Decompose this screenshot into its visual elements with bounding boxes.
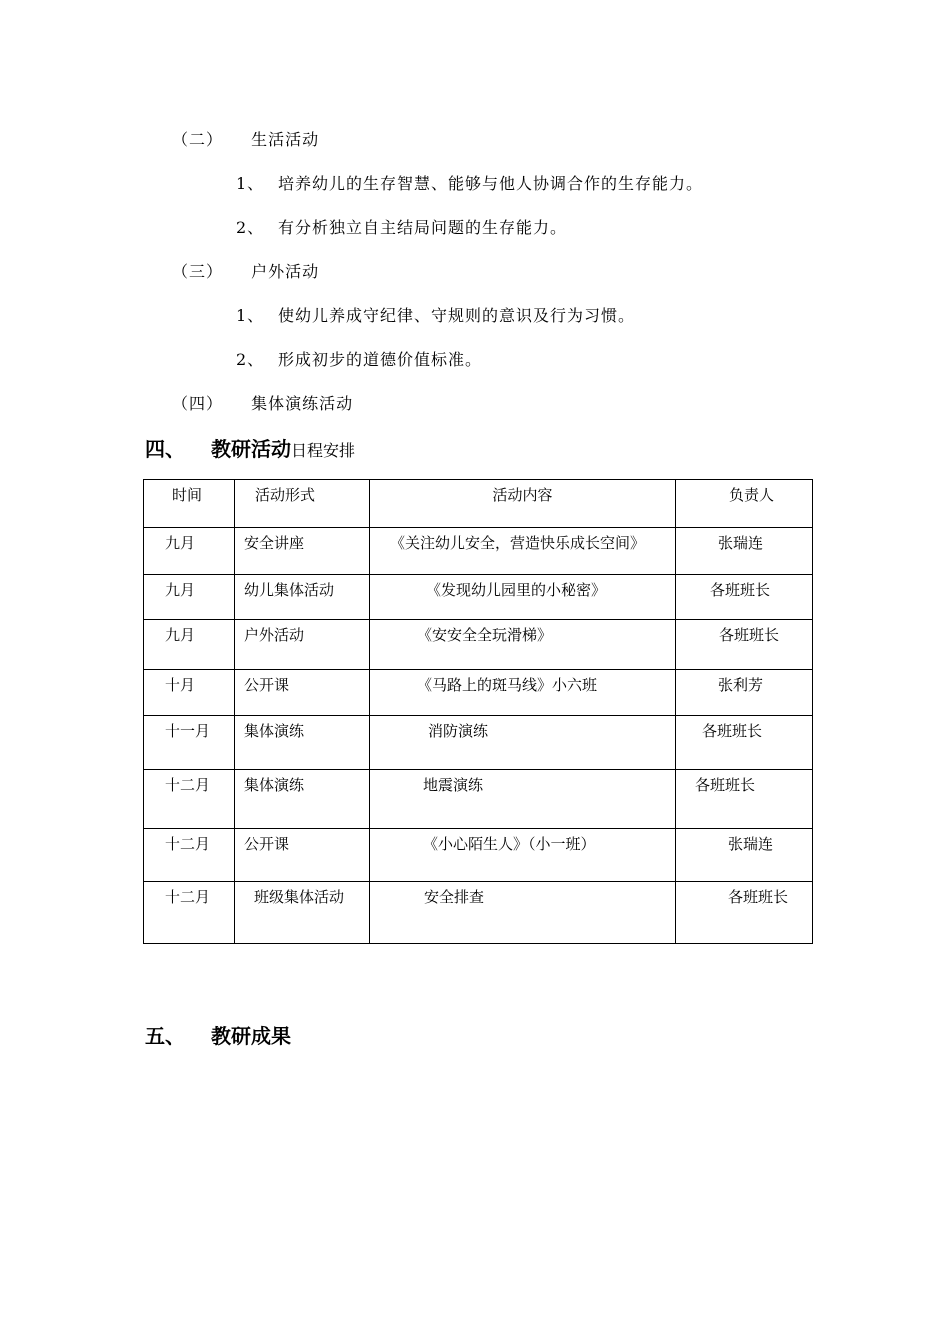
table-cell: 张利芳 <box>676 670 813 716</box>
table-cell: 十一月 <box>144 716 235 770</box>
list-item-text: 有分析独立自主结局问题的生存能力。 <box>278 218 568 237</box>
table-cell: 各班班长 <box>676 770 813 829</box>
list-item-text: 形成初步的道德价值标准。 <box>278 350 483 369</box>
table-cell: 各班班长 <box>676 620 813 670</box>
section-label: （三） <box>172 262 224 281</box>
section-label: （四） <box>172 394 224 413</box>
table-cell: 各班班长 <box>676 575 813 620</box>
table-cell: 各班班长 <box>676 882 813 944</box>
table-cell: 十月 <box>144 670 235 716</box>
table-header-cell: 时间 <box>144 480 235 528</box>
table-cell: 九月 <box>144 575 235 620</box>
section-heading-4 <box>172 391 353 414</box>
table-header-cell: 活动形式 <box>235 480 370 528</box>
list-item <box>236 347 482 370</box>
list-item <box>236 303 635 326</box>
table-cell: 公开课 <box>235 670 370 716</box>
heading-title: 教研活动 <box>211 437 291 461</box>
heading-subtitle: 日程安排 <box>291 441 356 460</box>
table-header-cell: 负责人 <box>676 480 813 528</box>
heading-number: 五、 <box>145 1024 185 1048</box>
heading-5 <box>145 1020 291 1049</box>
table-cell: 十二月 <box>144 882 235 944</box>
table-cell: 《马路上的斑马线》小六班 <box>370 670 676 716</box>
table-row <box>144 770 813 829</box>
section-heading-2 <box>172 127 319 150</box>
table-cell: 十二月 <box>144 770 235 829</box>
table-cell: 张瑞连 <box>676 829 813 882</box>
list-item-number: 1、 <box>236 174 265 193</box>
schedule-table <box>143 479 813 944</box>
table-cell: 幼儿集体活动 <box>235 575 370 620</box>
table-cell: 九月 <box>144 528 235 575</box>
list-item <box>236 171 703 194</box>
table-header-row <box>144 480 813 528</box>
table-row <box>144 620 813 670</box>
heading-4 <box>145 433 355 462</box>
table-row <box>144 882 813 944</box>
section-title: 户外活动 <box>251 262 320 281</box>
table-cell: 张瑞连 <box>676 528 813 575</box>
section-heading-3 <box>172 259 319 282</box>
table-cell: 安全排查 <box>370 882 676 944</box>
heading-title: 教研成果 <box>211 1024 291 1048</box>
table-cell: 地震演练 <box>370 770 676 829</box>
list-item-number: 2、 <box>236 350 265 369</box>
table-cell: 各班班长 <box>676 716 813 770</box>
table-cell: 消防演练 <box>370 716 676 770</box>
table-cell: 九月 <box>144 620 235 670</box>
section-title: 生活活动 <box>251 130 320 149</box>
heading-number: 四、 <box>145 437 185 461</box>
table-cell: 《发现幼儿园里的小秘密》 <box>370 575 676 620</box>
table-cell: 集体演练 <box>235 770 370 829</box>
table-row <box>144 829 813 882</box>
list-item-number: 2、 <box>236 218 265 237</box>
table-cell: 公开课 <box>235 829 370 882</box>
table-cell: 《安安全全玩滑梯》 <box>370 620 676 670</box>
list-item <box>236 215 567 238</box>
list-item-text: 使幼儿养成守纪律、守规则的意识及行为习惯。 <box>278 306 636 325</box>
table-header-cell: 活动内容 <box>370 480 676 528</box>
table-row <box>144 575 813 620</box>
list-item-text: 培养幼儿的生存智慧、能够与他人协调合作的生存能力。 <box>278 174 704 193</box>
table-cell: 班级集体活动 <box>235 882 370 944</box>
section-label: （二） <box>172 130 224 149</box>
table-cell: 十二月 <box>144 829 235 882</box>
table-row <box>144 716 813 770</box>
section-title: 集体演练活动 <box>251 394 354 413</box>
table-cell: 《小心陌生人》（小一班） <box>370 829 676 882</box>
table-cell: 集体演练 <box>235 716 370 770</box>
list-item-number: 1、 <box>236 306 265 325</box>
table-row <box>144 528 813 575</box>
table-row <box>144 670 813 716</box>
table-cell: 安全讲座 <box>235 528 370 575</box>
table-cell: 《关注幼儿安全，营造快乐成长空间》 <box>370 528 676 575</box>
table-cell: 户外活动 <box>235 620 370 670</box>
